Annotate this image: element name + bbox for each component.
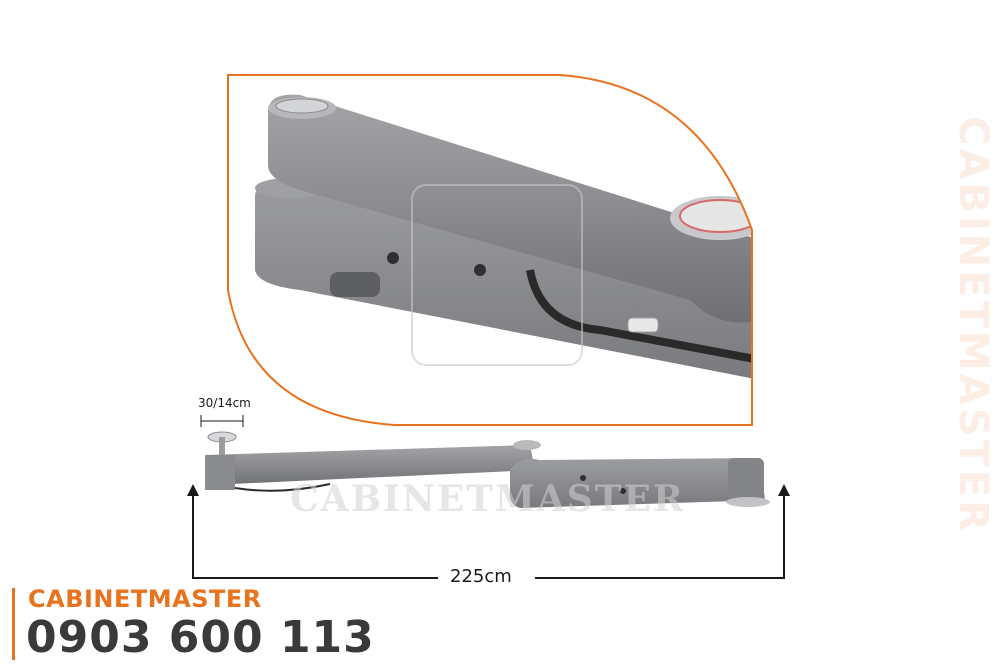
brand-phone: 0903 600 113	[26, 612, 375, 663]
arrow-right-up-icon	[778, 484, 790, 496]
total-length-label: 225cm	[444, 566, 518, 587]
side-watermark-text: CABINETMASTER	[950, 116, 996, 534]
zoom-detail-view	[220, 70, 770, 430]
side-watermark	[951, 40, 995, 610]
arrow-left-up-icon	[187, 484, 199, 496]
small-dimension-line	[201, 415, 243, 427]
arm-top-width-label: 30/14cm	[198, 396, 251, 410]
brand-accent-bar	[12, 588, 15, 660]
center-watermark: CABINETMASTER	[290, 478, 685, 520]
brand-name: CABINETMASTER	[28, 585, 262, 613]
